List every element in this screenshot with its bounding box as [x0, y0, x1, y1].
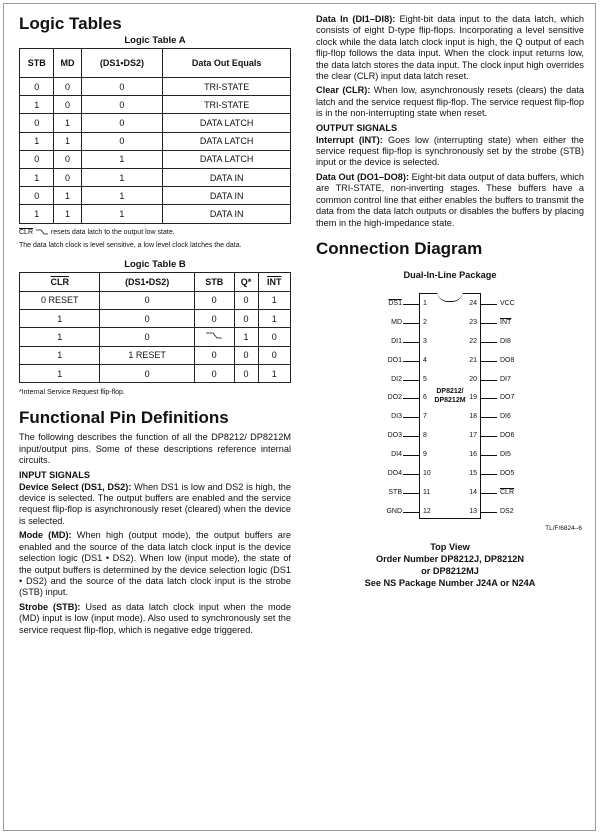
interrupt-text: Goes low (interrupting state) when either the service request flip-flop is synchronously set by the strobe (STB) input or the device is selected. [316, 134, 584, 168]
clr-note-text: resets data latch to the output low state. [48, 228, 175, 236]
table-row [20, 150, 291, 168]
table-cell: 0 [194, 309, 234, 327]
pin-name: DI7 [500, 375, 511, 383]
pin-name: DI6 [500, 413, 511, 421]
table-cell: 0 [194, 365, 234, 383]
logic-table-b-caption: Logic Table B [124, 258, 186, 270]
input-signals-heading: INPUT SIGNALS [19, 469, 90, 480]
pin-name: DO3 [387, 432, 402, 440]
table-cell: 0 [54, 78, 81, 96]
table-row [20, 328, 291, 346]
pin-number: 17 [469, 432, 477, 440]
table-cell: 1 [81, 168, 163, 186]
table_b-header-3: Q* [234, 272, 258, 291]
mode-text: When high (output mode), the output buffers are enabled and the source of the data latch clock input is the device selection logic (DS1 • DS2). When low (input mode), the state of the output buffers is determined by the device selection logic (DS1 • DS2) and the source of the data latch clock input is the strobe (STB) input. [19, 530, 291, 598]
table-cell: 1 [20, 96, 54, 114]
data-in-label: Data In (DI1–DI8): [316, 14, 396, 24]
pin-name: DO5 [500, 470, 515, 477]
device-select-definition [19, 482, 291, 528]
pin-lead [403, 512, 419, 513]
pin-lead [481, 455, 497, 456]
table-cell: 0 [258, 346, 290, 364]
data-out-definition [316, 172, 584, 229]
table-cell: 1 [20, 205, 54, 223]
pin-lead [481, 493, 497, 494]
pin-number: 21 [469, 356, 477, 364]
table-cell: 1 [234, 328, 258, 346]
table-cell: 0 [234, 346, 258, 364]
table-cell: 0 [100, 309, 194, 327]
order-number-line-1: Order Number DP8212J, DP8212N [375, 553, 525, 564]
strobe-definition [19, 602, 291, 636]
pin-lead [403, 398, 419, 399]
pin-lead [481, 342, 497, 343]
pin-name: DO6 [500, 432, 515, 440]
data-in-definition [316, 14, 584, 82]
pin-number: 9 [423, 451, 427, 459]
pin-lead [481, 417, 497, 418]
pin-lead [481, 380, 497, 381]
table-cell: 0 RESET [20, 291, 100, 309]
table-cell: 1 [258, 365, 290, 383]
table-cell: 0 [81, 78, 163, 96]
table-cell: 0 [54, 96, 81, 114]
functional-pin-definitions-title: Functional Pin Definitions [19, 408, 229, 428]
table-row [20, 309, 291, 327]
rising-edge-icon [35, 228, 49, 236]
table-row [20, 291, 291, 309]
table-cell: 0 [20, 114, 54, 132]
pin-name: DO1 [387, 356, 402, 364]
table-cell: 0 [54, 168, 81, 186]
table-cell: DATA IN [163, 205, 291, 223]
clr-note-signal: $\overline{CLR}$ [19, 228, 34, 236]
pin-lead [481, 512, 497, 513]
table-row [20, 96, 291, 114]
table-b-footnote: *Internal Service Request flip-flop. [19, 389, 125, 397]
table-cell: 1 [258, 309, 290, 327]
table-cell: 0 [54, 150, 81, 168]
table-cell: 1 RESET [100, 346, 194, 364]
pin-lead [481, 436, 497, 437]
table-cell: 0 [81, 96, 163, 114]
strobe-label: Strobe (STB): [19, 601, 81, 612]
pin-number: 6 [423, 394, 427, 402]
logic-tables-title: Logic Tables [19, 14, 122, 33]
falling-edge-icon [205, 331, 223, 340]
interrupt-definition [316, 135, 584, 169]
pin-number: 24 [469, 299, 477, 307]
table-cell: 0 [258, 328, 290, 346]
clear-text: When low, asynchronously resets (clears) the data latch and the service request flip-flop. The service request flip-flop is in the non-interrupting state when reset. [316, 85, 584, 119]
table-cell: DATA IN [163, 168, 291, 186]
table-cell: 0 [234, 291, 258, 309]
table-cell: TRI-STATE [163, 96, 291, 114]
table-cell: 0 [100, 328, 194, 346]
table-cell: 0 [194, 291, 234, 309]
table-cell: 0 [100, 291, 194, 309]
table-cell: 0 [100, 365, 194, 383]
pin-number: 14 [469, 488, 477, 496]
pin-name: DI3 [391, 413, 402, 421]
pin-name: MD [391, 318, 402, 326]
pin-name: DI4 [391, 451, 402, 459]
pin-name: DI5 [500, 451, 511, 459]
table-cell: 1 [20, 365, 100, 383]
logic-table-b [19, 272, 291, 384]
pin-lead [403, 436, 419, 437]
data-out-text: Eight-bit data output of data buffers, which are TRI-STATE, non-inverting stages. These buffers have a common control line that either enables the buffers to transmit the data from the data latch outputs or disables the buffers by placing them in the high-impedance state. [316, 171, 584, 228]
pin-lead [403, 380, 419, 381]
pin-name: DS1 [388, 299, 402, 307]
strobe-text: Used as data latch clock input when the mode (MD) input is low (input mode). Also used to synchronously set the service request flip-flop, which is negative edge triggered. [19, 601, 291, 635]
pin-name: DO7 [500, 394, 515, 402]
table-cell: 1 [54, 114, 81, 132]
pin-number: 3 [423, 337, 427, 345]
table-cell: DATA IN [163, 187, 291, 205]
output-signals-heading: OUTPUT SIGNALS [316, 122, 398, 133]
pin-name: DO8 [500, 356, 515, 364]
pin-number: 20 [469, 375, 477, 383]
table-row [20, 78, 291, 96]
pin-number: 15 [469, 470, 477, 477]
table-row [20, 187, 291, 205]
pin-lead [481, 398, 497, 399]
table-cell: 1 [54, 187, 81, 205]
pin-number: 13 [469, 507, 477, 515]
pin-number: 18 [469, 413, 477, 421]
pin-number: 4 [423, 356, 427, 364]
table_a-header-0: STB [20, 49, 54, 78]
table-cell: 0 [81, 132, 163, 150]
table-row [20, 132, 291, 150]
data-in-text: Eight-bit data input to the data latch, which consists of eight D-type flip-flops. Incorporating a level sensitive clock while the data latch clock input is high, the Q output of each flip-flop follows the data input. When the clock input returns low, the data latch stores the data input. The clock input high overrides the clear (CLR) input data latch reset. [316, 14, 584, 82]
pin-number: 19 [469, 394, 477, 402]
connection-diagram [316, 259, 584, 559]
left-column [19, 14, 291, 639]
table-cell: 1 [20, 168, 54, 186]
pin-lead [403, 455, 419, 456]
table_b-header-2: STB [194, 272, 234, 291]
pin-name: DI8 [500, 337, 511, 345]
mode-definition [19, 530, 291, 598]
pin-lead [403, 417, 419, 418]
table_a-header-2: (DS1•DS2) [81, 49, 163, 78]
table-cell: 1 [54, 132, 81, 150]
clock-note: The data latch clock is level sensitive, a low level clock latches the data. [19, 241, 242, 249]
device-select-label: Device Select (DS1, DS2): [19, 481, 132, 492]
table-cell: 1 [20, 132, 54, 150]
pin-name: VCC [500, 299, 515, 307]
pin-number: 2 [423, 318, 427, 326]
pin-number: 11 [423, 488, 431, 496]
pin-name: GND [386, 507, 402, 515]
table-cell: 1 [20, 328, 100, 346]
pin-number: 22 [469, 337, 477, 345]
part-name-line-1: DP8212/ [436, 387, 464, 395]
pin-lead [481, 474, 497, 475]
data-out-label: Data Out (DO1–DO8): [316, 171, 410, 182]
pin-name: DS2 [500, 507, 514, 515]
pin-number: 8 [423, 432, 427, 440]
top-view-label: Top View [430, 541, 470, 552]
interrupt-label: Interrupt (INT): [316, 134, 383, 145]
table-cell: TRI-STATE [163, 78, 291, 96]
pin-number: 1 [423, 299, 427, 307]
table-cell: DATA LATCH [163, 132, 291, 150]
table_a-header-1: MD [54, 49, 81, 78]
table-cell: 0 [194, 346, 234, 364]
table-cell: 0 [81, 114, 163, 132]
functional-intro: The following describes the function of all the DP8212/ DP8212M input/output pins. Some of these descriptions reference internal circuits. [19, 432, 291, 466]
pin-lead [481, 323, 497, 324]
pin-number: 23 [469, 318, 477, 326]
pin-name: DO4 [387, 470, 402, 477]
table-row [20, 168, 291, 186]
order-number-line-3: See NS Package Number J24A or N24A [364, 577, 536, 588]
table-cell: 0 [20, 187, 54, 205]
pin-lead [403, 493, 419, 494]
pin-name: $\overline{CLR}$ [500, 488, 515, 496]
table-cell: 1 [20, 309, 100, 327]
figure-id: TL/F/6824–6 [545, 524, 582, 532]
pin-name: STB [388, 488, 402, 496]
table-cell: 1 [81, 187, 163, 205]
pin-lead [481, 304, 497, 305]
table-cell [194, 328, 234, 346]
pin-name: DI1 [391, 337, 402, 345]
connection-diagram-title: Connection Diagram [316, 238, 483, 258]
table-cell: 1 [20, 346, 100, 364]
table-cell: 0 [234, 309, 258, 327]
pin-number: 16 [469, 451, 477, 459]
pin-lead [481, 361, 497, 362]
pin-name: $\overline{INT}$ [500, 318, 512, 326]
pin-lead [403, 474, 419, 475]
logic-table-a [19, 48, 291, 224]
pin-number: 7 [423, 413, 427, 421]
pin-number: 5 [423, 375, 427, 383]
pin-lead [403, 361, 419, 362]
pin-lead [403, 342, 419, 343]
table-row [20, 346, 291, 364]
table-cell: 0 [20, 150, 54, 168]
right-column [316, 14, 584, 589]
table-cell: DATA LATCH [163, 150, 291, 168]
table_b-header-1: (DS1•DS2) [100, 272, 194, 291]
pin-number: 12 [423, 507, 431, 515]
logic-table-a-caption: Logic Table A [124, 35, 186, 46]
order-number-line-2: or DP8212MJ [421, 565, 479, 576]
table-row [20, 205, 291, 223]
table-cell: 1 [81, 150, 163, 168]
clear-definition [316, 85, 584, 119]
package-label: Dual-In-Line Package [403, 269, 497, 280]
table_a-header-3: Data Out Equals [163, 49, 291, 78]
pin-lead [403, 304, 419, 305]
clr-note [19, 227, 291, 238]
table-cell: 1 [81, 205, 163, 223]
table-row [20, 365, 291, 383]
table-cell: 1 [258, 291, 290, 309]
pin-lead [403, 323, 419, 324]
device-select-text: When DS1 is low and DS2 is high, the device is selected. The output buffers are enabled and the service request flip-flop is asynchronously reset (cleared) when the device is selected. [19, 481, 291, 526]
pin-name: DO2 [387, 394, 402, 402]
table-row [20, 114, 291, 132]
table-cell: 0 [20, 78, 54, 96]
part-name-line-2: DP8212M [434, 396, 466, 404]
clear-label: Clear (CLR): [316, 85, 371, 96]
table-cell: DATA LATCH [163, 114, 291, 132]
mode-label: Mode (MD): [19, 530, 72, 541]
pin-name: DI2 [391, 375, 402, 383]
pin-number: 10 [423, 470, 431, 477]
table_b-header-4: $\overline{INT}$ [258, 272, 290, 291]
table_b-header-0: $\overline{CLR}$ [20, 272, 100, 291]
table-cell: 1 [54, 205, 81, 223]
table-cell: 0 [234, 365, 258, 383]
